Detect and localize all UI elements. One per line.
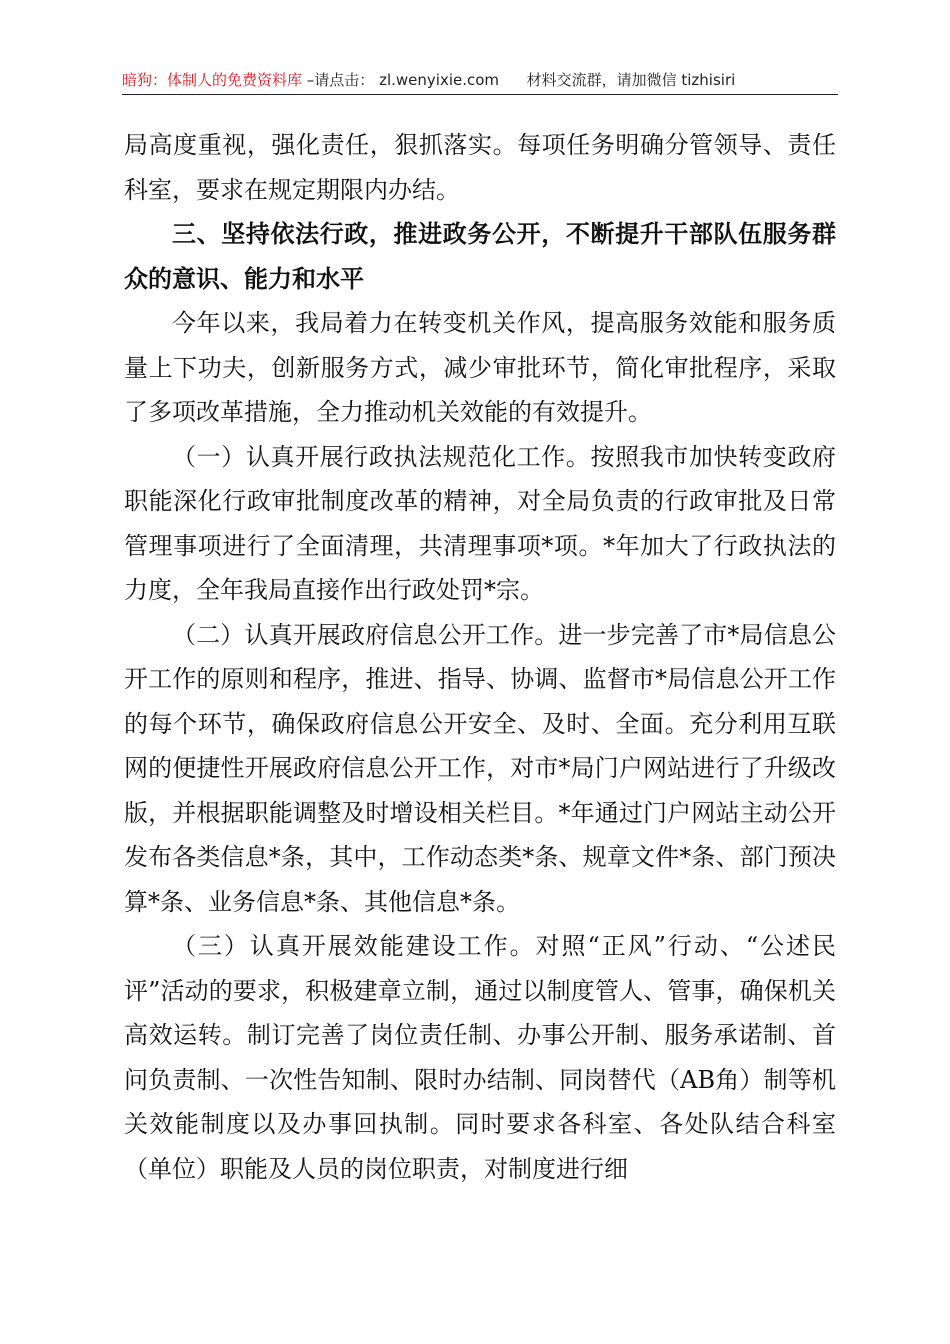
- paragraph-continuation: 局高度重视，强化责任，狠抓落实。每项任务明确分管领导、责任科室，要求在规定期限内办结。: [124, 131, 836, 204]
- header-link-prefix: –请点击：: [306, 71, 375, 89]
- paragraph-item-2: （二）认真开展政府信息公开工作。进一步完善了市*局信息公开工作的原则和程序，推进、指导、协调、监督市*局信息公开工作的每个环节，确保政府信息公开安全、及时、全面。充分利用互联网的便捷性开展政府信息公开工作，对市*局门户网站进行了升级改版，并根据职能调整及时增设相关栏目。*年通过门户网站主动公开发布各类信息*条，其中，工作动态类*条、规章文件*条、部门预决算*条、业务信息*条、其他信息*条。: [124, 620, 836, 916]
- header-contact: 材料交流群，请加微信 tizhisiri: [526, 71, 736, 89]
- header-divider: [122, 94, 838, 95]
- section-heading: 三、坚持依法行政，推进政务公开，不断提升干部队伍服务群众的意识、能力和水平: [124, 219, 836, 293]
- page-header: [122, 68, 838, 92]
- paragraph-item-3: （三）认真开展效能建设工作。对照“正风”行动、“公述民评”活动的要求，积极建章立制，通过以制度管人、管事，确保机关高效运转。制订完善了岗位责任制、办事公开制、服务承诺制、首问负责制、一次性告知制、限时办结制、同岗替代（AB角）制等机关效能制度以及办事回执制。同时要求各科室、各处队结合科室（单位）职能及人员的岗位职责，对制度进行细: [124, 932, 836, 1183]
- header-link[interactable]: zl.wenyixie.com: [379, 71, 500, 89]
- paragraph-item-1: （一）认真开展行政执法规范化工作。按照我市加快转变政府职能深化行政审批制度改革的精神，对全局负责的行政审批及日常管理事项进行了全面清理，共清理事项*项。*年加大了行政执法的力度，全年我局直接作出行政处罚*宗。: [124, 442, 836, 604]
- document-body: [124, 123, 836, 1191]
- header-brand: 暗狗：体制人的免费资料库: [122, 71, 303, 89]
- paragraph-intro: 今年以来，我局着力在转变机关作风，提高服务效能和服务质量上下功夫，创新服务方式，减少审批环节，简化审批程序，采取了多项改革措施，全力推动机关效能的有效提升。: [124, 309, 836, 426]
